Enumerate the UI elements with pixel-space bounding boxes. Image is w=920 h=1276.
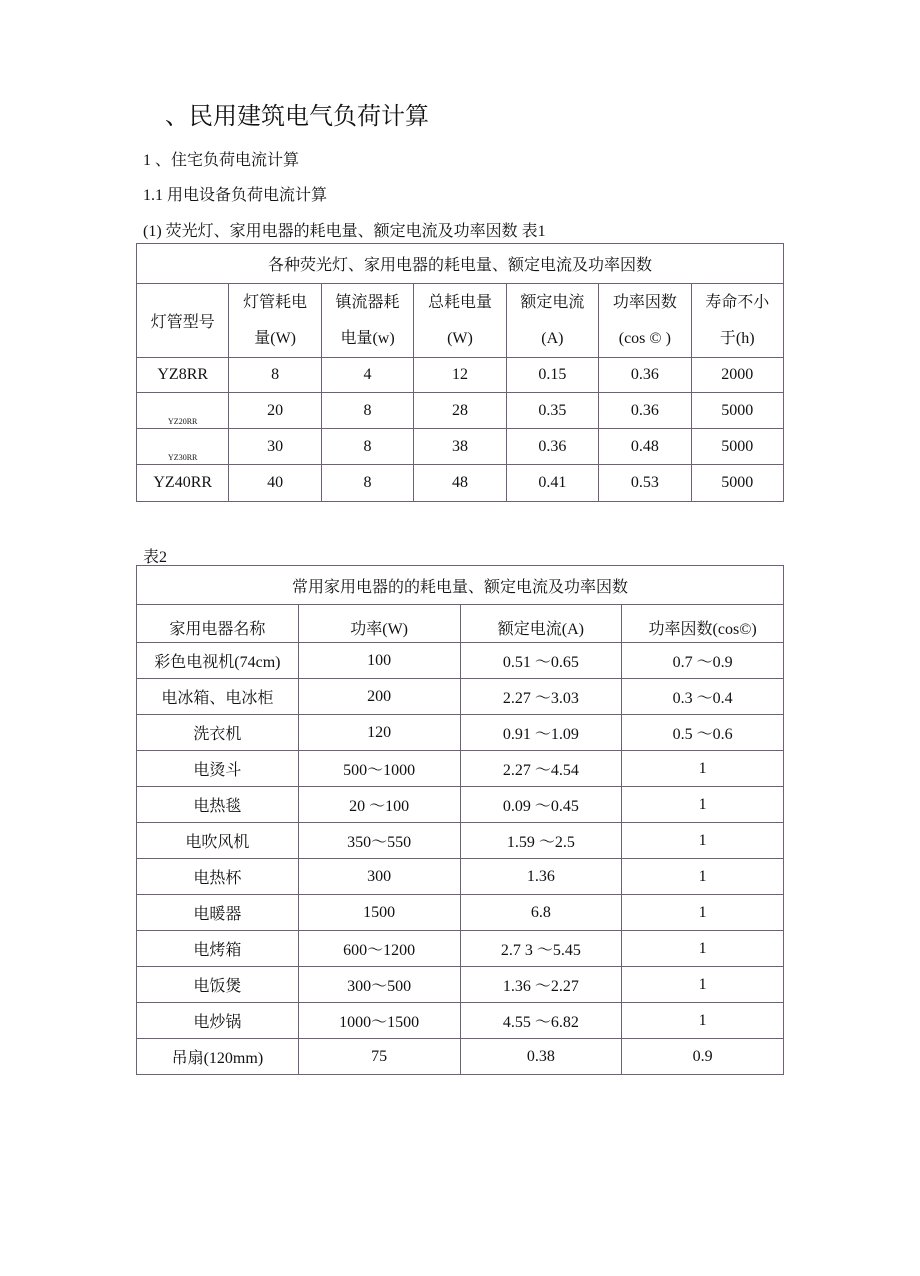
table1-title: 各种荧光灯、家用电器的耗电量、额定电流及功率因数 bbox=[137, 244, 784, 284]
section-heading: 1 、住宅负荷电流计算 bbox=[143, 152, 300, 169]
table-cell: YZ20RR bbox=[137, 393, 229, 429]
table-row bbox=[137, 931, 784, 967]
table-row bbox=[137, 751, 784, 787]
table-cell: 洗衣机 bbox=[137, 715, 299, 751]
table-cell: 吊扇(120mm) bbox=[137, 1039, 299, 1075]
table-cell: 1 bbox=[622, 931, 784, 967]
table-cell: 8 bbox=[229, 358, 321, 393]
table-cell: 500～1000 bbox=[298, 751, 460, 787]
table-cell: 0.9 bbox=[622, 1039, 784, 1075]
table2-header-cell: 功率因数(cos©) bbox=[622, 605, 784, 643]
table-cell: 0.36 bbox=[506, 429, 598, 465]
table-cell: 1 bbox=[622, 1003, 784, 1039]
table-cell: 600～1200 bbox=[298, 931, 460, 967]
table-cell: 300～500 bbox=[298, 967, 460, 1003]
table-cell: 300 bbox=[298, 859, 460, 895]
table-cell: 1 bbox=[622, 823, 784, 859]
table-cell: 1000～1500 bbox=[298, 1003, 460, 1039]
table2-header-cell: 家用电器名称 bbox=[137, 605, 299, 643]
table-row bbox=[137, 715, 784, 751]
table-cell: 电暖器 bbox=[137, 895, 299, 931]
table-cell: 0.35 bbox=[506, 393, 598, 429]
table-cell: 200 bbox=[298, 679, 460, 715]
header-text: 寿命不小 bbox=[705, 293, 770, 311]
table-cell: 5000 bbox=[691, 429, 783, 465]
table-row bbox=[137, 823, 784, 859]
table-cell: 0.53 bbox=[599, 465, 691, 502]
table-row bbox=[137, 787, 784, 823]
table-cell: 20 ～100 bbox=[298, 787, 460, 823]
table-cell: 75 bbox=[298, 1039, 460, 1075]
table-cell: 1 bbox=[622, 859, 784, 895]
table-cell: 电热毯 bbox=[137, 787, 299, 823]
table-row bbox=[137, 1003, 784, 1039]
table-cell: 1 bbox=[622, 967, 784, 1003]
table-row bbox=[137, 465, 784, 502]
table-cell: 0.3 ～0.4 bbox=[622, 679, 784, 715]
table-cell: 0.51 ～0.65 bbox=[460, 643, 622, 679]
header-text: (A) bbox=[541, 329, 564, 347]
table-cell: 电烤箱 bbox=[137, 931, 299, 967]
table-cell: 1 bbox=[622, 787, 784, 823]
table-cell: 0.5 ～0.6 bbox=[622, 715, 784, 751]
table-cell: 28 bbox=[414, 393, 506, 429]
table-cell: 电饭煲 bbox=[137, 967, 299, 1003]
table-cell: 0.91 ～1.09 bbox=[460, 715, 622, 751]
table-row bbox=[137, 1039, 784, 1075]
table-cell: 20 bbox=[229, 393, 321, 429]
header-text: 额定电流 bbox=[520, 293, 585, 311]
table1-header-cell bbox=[691, 284, 783, 358]
table-cell: YZ30RR bbox=[137, 429, 229, 465]
subsection-heading: 1.1 用电设备负荷电流计算 bbox=[143, 187, 328, 204]
header-text: 镇流器耗 bbox=[335, 293, 400, 311]
table-cell: 0.7 ～0.9 bbox=[622, 643, 784, 679]
table2-header-cell: 额定电流(A) bbox=[460, 605, 622, 643]
header-text: 电量(w) bbox=[340, 329, 395, 347]
table-cell: 1.59 ～2.5 bbox=[460, 823, 622, 859]
header-text: 于(h) bbox=[719, 329, 755, 347]
table-cell: 0.36 bbox=[599, 358, 691, 393]
table1-header-cell bbox=[599, 284, 691, 358]
table-row bbox=[137, 967, 784, 1003]
table-cell: 电烫斗 bbox=[137, 751, 299, 787]
table-cell: 电冰箱、电冰柜 bbox=[137, 679, 299, 715]
table-cell: 彩色电视机(74cm) bbox=[137, 643, 299, 679]
table-cell: 0.15 bbox=[506, 358, 598, 393]
table-row bbox=[137, 679, 784, 715]
table-row bbox=[137, 393, 784, 429]
table-cell: 1 bbox=[622, 895, 784, 931]
table-cell: 0.38 bbox=[460, 1039, 622, 1075]
table-cell: YZ40RR bbox=[137, 465, 229, 502]
table-cell: 0.48 bbox=[599, 429, 691, 465]
table-cell: 2000 bbox=[691, 358, 783, 393]
table-1 bbox=[136, 243, 784, 502]
header-text: 灯管耗电 bbox=[243, 293, 308, 311]
table-cell: 40 bbox=[229, 465, 321, 502]
header-text: (cos © ) bbox=[618, 329, 671, 347]
table-cell: 2.27 ～4.54 bbox=[460, 751, 622, 787]
table-cell: 38 bbox=[414, 429, 506, 465]
table-cell: 5000 bbox=[691, 465, 783, 502]
table-cell: 8 bbox=[321, 465, 413, 502]
table-cell: 12 bbox=[414, 358, 506, 393]
table-row bbox=[137, 895, 784, 931]
header-text: 量(W) bbox=[254, 329, 297, 347]
table-cell: 1500 bbox=[298, 895, 460, 931]
table-cell: 电炒锅 bbox=[137, 1003, 299, 1039]
table-cell: YZ8RR bbox=[137, 358, 229, 393]
table-cell: 6.8 bbox=[460, 895, 622, 931]
header-text: (W) bbox=[447, 329, 473, 347]
table-row bbox=[137, 859, 784, 895]
header-text: 灯管型号 bbox=[150, 314, 215, 331]
header-text: 功率因数 bbox=[612, 293, 677, 311]
table1-caption: (1) 荧光灯、家用电器的耗电量、额定电流及功率因数 表1 bbox=[143, 223, 546, 240]
table-cell: 8 bbox=[321, 393, 413, 429]
table-cell: 电吹风机 bbox=[137, 823, 299, 859]
table-cell: 5000 bbox=[691, 393, 783, 429]
table1-header-cell bbox=[414, 284, 506, 358]
table-cell: 350～550 bbox=[298, 823, 460, 859]
table-cell: 2.27 ～3.03 bbox=[460, 679, 622, 715]
table-2 bbox=[136, 565, 784, 1075]
table2-caption: 表2 bbox=[143, 549, 168, 566]
table-cell: 8 bbox=[321, 429, 413, 465]
table-cell: 0.41 bbox=[506, 465, 598, 502]
table1-header-cell bbox=[506, 284, 598, 358]
table2-title: 常用家用电器的的耗电量、额定电流及功率因数 bbox=[137, 566, 784, 605]
table-cell: 2.7 3 ～5.45 bbox=[460, 931, 622, 967]
table-row bbox=[137, 429, 784, 465]
table-cell: 1.36 bbox=[460, 859, 622, 895]
table-cell: 48 bbox=[414, 465, 506, 502]
header-text: 总耗电量 bbox=[427, 293, 492, 311]
table-cell: 4 bbox=[321, 358, 413, 393]
table1-header-cell bbox=[137, 284, 229, 358]
table-cell: 0.09 ～0.45 bbox=[460, 787, 622, 823]
table1-header-cell bbox=[229, 284, 321, 358]
table2-header-cell: 功率(W) bbox=[298, 605, 460, 643]
table-cell: 0.36 bbox=[599, 393, 691, 429]
table-cell: 1 bbox=[622, 751, 784, 787]
table-cell: 120 bbox=[298, 715, 460, 751]
table-row bbox=[137, 643, 784, 679]
table-cell: 4.55 ～6.82 bbox=[460, 1003, 622, 1039]
table-row bbox=[137, 358, 784, 393]
table1-header-cell bbox=[321, 284, 413, 358]
table-cell: 电热杯 bbox=[137, 859, 299, 895]
table-cell: 30 bbox=[229, 429, 321, 465]
table-cell: 1.36 ～2.27 bbox=[460, 967, 622, 1003]
table-cell: 100 bbox=[298, 643, 460, 679]
document-title: 、民用建筑电气负荷计算 bbox=[165, 104, 429, 130]
